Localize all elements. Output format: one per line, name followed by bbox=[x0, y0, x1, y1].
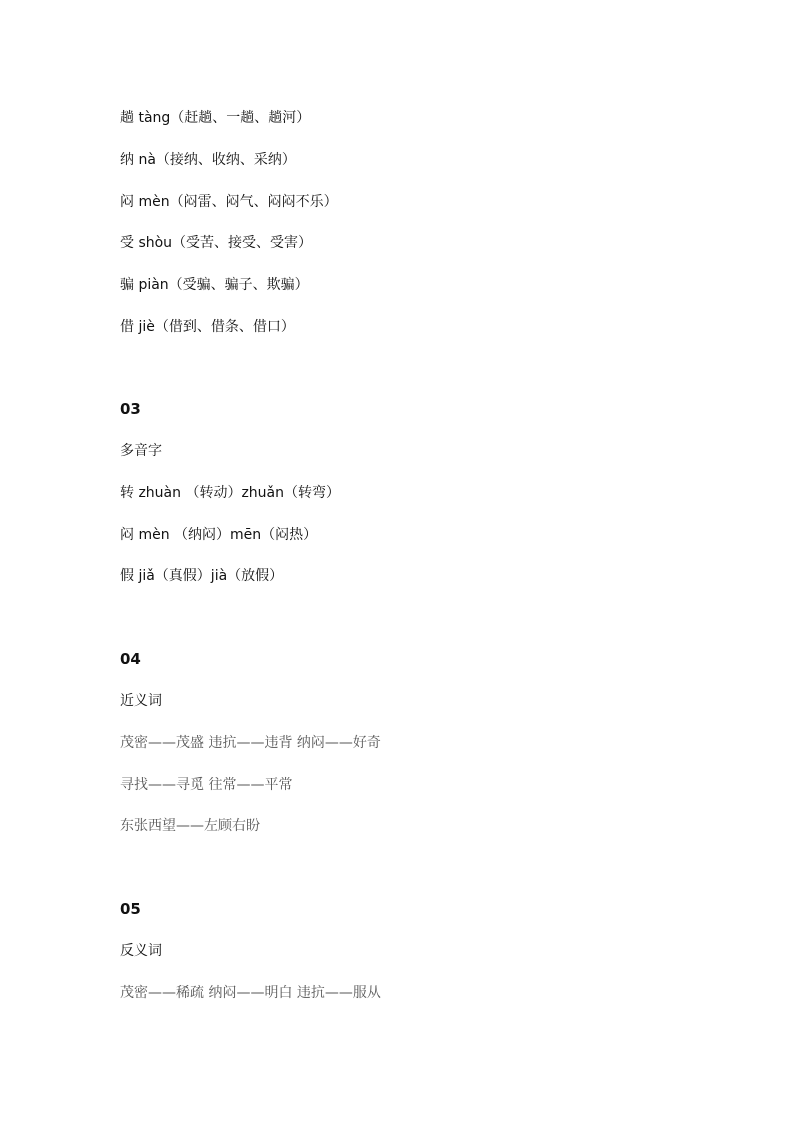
section-number: 04 bbox=[120, 650, 141, 668]
synonym-entry: 茂密——茂盛 违抗——违背 纳闷——好奇 bbox=[120, 735, 381, 751]
section-number: 03 bbox=[120, 400, 141, 418]
section-number: 05 bbox=[120, 900, 141, 918]
section-title: 近义词 bbox=[120, 693, 162, 709]
char-entry: 趟 tàng（赶趟、一趟、趟河） bbox=[120, 110, 311, 126]
synonym-entry: 寻找——寻觅 往常——平常 bbox=[120, 777, 293, 793]
section-title: 反义词 bbox=[120, 943, 162, 959]
char-entry: 闷 mèn（闷雷、闷气、闷闷不乐） bbox=[120, 194, 338, 210]
synonym-entry: 东张西望——左顾右盼 bbox=[120, 818, 260, 834]
char-entry: 借 jiè（借到、借条、借口） bbox=[120, 319, 295, 335]
char-entry: 骗 piàn（受骗、骗子、欺骗） bbox=[120, 277, 309, 293]
char-entry: 受 shòu（受苦、接受、受害） bbox=[120, 235, 313, 251]
antonym-entry: 茂密——稀疏 纳闷——明白 违抗——服从 bbox=[120, 985, 381, 1001]
polyphone-entry: 转 zhuàn （转动）zhuǎn（转弯） bbox=[120, 485, 340, 501]
polyphone-entry: 闷 mèn （纳闷）mēn（闷热） bbox=[120, 527, 318, 543]
section-title: 多音字 bbox=[120, 443, 162, 459]
polyphone-entry: 假 jiǎ（真假）jià（放假） bbox=[120, 568, 284, 584]
char-entry: 纳 nà（接纳、收纳、采纳） bbox=[120, 152, 296, 168]
